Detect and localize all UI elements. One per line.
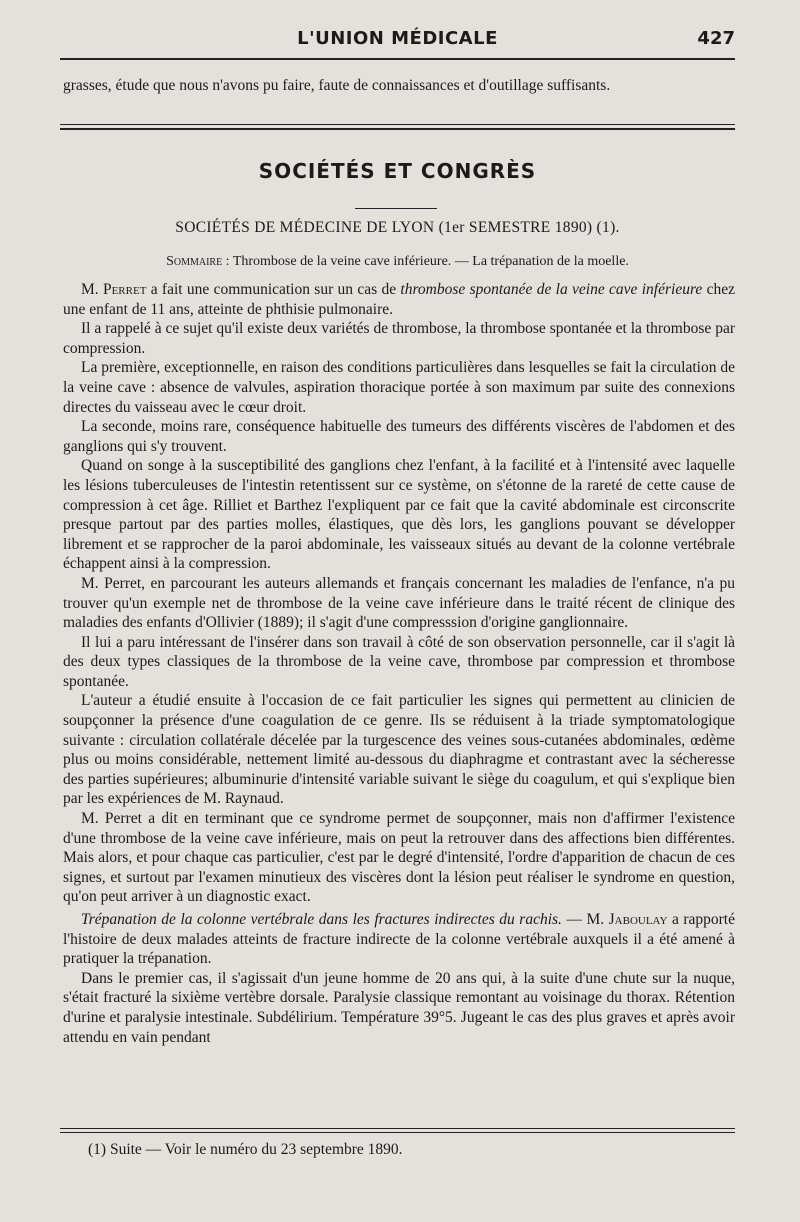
article-body [63,280,735,1047]
paragraph-text: a fait une communication sur un cas de [146,281,401,298]
paragraph-italic: thrombose spontanée de la veine cave inférieure [400,281,703,298]
running-title: L'UNION MÉDICALE [297,28,498,49]
subsection-title: SOCIÉTÉS DE MÉDECINE DE LYON (1er SEMESTRE 1890) (1). [175,219,620,236]
footnote: (1) Suite — Voir le numéro du 23 septembre 1890. [88,1141,403,1158]
paragraph [63,280,735,319]
paragraph: Quand on songe à la susceptibilité des ganglions chez l'enfant, à la facilité et à l'intensité avec laquelle les lésions tuberculeuses de l'intestin retentissent sur ce système, on s'étonne de la rareté de cette cause de compression à cet âge. Rilliet et Barthez l'expliquent par ce fait que la cavité abdominale est circonscrite presque partout par des parties molles, élastiques, que dès lors, les ganglions pouvant se développer librement et se rapprocher de la paroi abdominale, les vaisseaux situés au devant de la colonne vertébrale échappent ainsi à la compression. [63,457,735,573]
section-rule-bottom [60,128,735,130]
paragraph [63,910,735,969]
paragraph-italic: Trépanation de la colonne vertébrale dans les fractures indirectes du rachis. [81,911,562,928]
header-rule [60,58,735,60]
paragraph: M. Perret, en parcourant les auteurs allemands et français concernant les maladies de l'enfance, n'a pu trouver qu'un exemple net de thrombose de la veine cave inférieure dans le traité récent de clinique des maladies des enfants d'Ollivier (1889); il s'agit d'une compresssion d'origine ganglionnaire. [63,574,735,632]
section-rule-top [60,124,735,125]
summary-line [60,254,735,270]
paragraph: Il lui a paru intéressant de l'insérer dans son travail à côté de son observation personnelle, car il s'agit là des deux types classiques de la thrombose de la veine cave, thrombose par compression et thrombose spontanée. [63,633,735,690]
paragraph-text: chez une enfant de 11 ans, atteinte de phthisie pulmonaire. [63,281,735,318]
footnote-rule-bottom [60,1132,735,1133]
paragraph: La seconde, moins rare, conséquence habituelle des tumeurs des différents viscères de l'abdomen et des ganglions qui s'y trouvent. [63,418,735,455]
paragraph: Il a rappelé à ce sujet qu'il existe deux variétés de thrombose, la thrombose spontanée et la thrombose par compression. [63,320,735,357]
section-short-rule [355,208,437,209]
summary-text: Thrombose de la veine cave inférieure. — La trépanation de la moelle. [232,254,629,269]
paragraph-text: a rapporté l'histoire de deux malades atteints de fracture indirecte de la colonne vertébrale auxquels il a été amené à pratiquer la trépanation. [63,911,735,968]
paragraph: La première, exceptionnelle, en raison des conditions particulières dans lesquelles se fait la circulation de la veine cave : absence de valvules, aspiration thoracique portée à son maximum par suite des connexions directes du vaisseau avec le cœur droit. [63,359,735,416]
paragraph-text: — [561,911,587,928]
paragraph: L'auteur a étudié ensuite à l'occasion de ce fait particulier les signes qui permettent au clinicien de soupçonner la présence d'une coagulation de ce genre. Ils se réduisent à la triade symptomatologique suivante : circulation collatérale décelée par la turgescence des veines sous-cutanées abdominales, œdème plus ou moins considérable, nettement limité au-dessous du diaphragme et contrastant avec la sécheresse des parties supérieures; albuminurie d'intensité variable suivant le siège du coagulum, et qui s'explique bien par les expériences de M. Raynaud. [63,692,735,808]
intro-paragraph [63,76,735,96]
paragraph: Dans le premier cas, il s'agissait d'un jeune homme de 20 ans qui, à la suite d'une chute sur la nuque, s'était fracturé la sixième vertèbre dorsale. Paralysie classique remontant au voisinage du thorax. Rétention d'urine et paralysie intestinale. Subdélirium. Température 39°5. Jugeant le cas des plus graves et après avoir attendu en vain pendant [63,969,735,1046]
section-title: SOCIÉTÉS ET CONGRÈS [258,159,537,183]
page-number: 427 [697,28,735,49]
page-header [60,28,735,58]
summary-label: Sommaire : [166,254,230,269]
paragraph: M. Perret a dit en terminant que ce syndrome permet de soupçonner, mais non d'affirmer l'existence d'une thrombose de la veine cave inférieure, mais on peut la retrouver dans des affections bien différentes. Mais alors, et pour chaque cas particulier, c'est par le degré d'intensité, l'ordre d'apparition de chacun de ces signes, et surtout par l'examen minutieux des viscères dont la lésion peut réaliser le syndrome en question, qu'on peut arriver à un diagnostic exact. [63,810,735,906]
intro-text: grasses, étude que nous n'avons pu faire, faute de connaissances et d'outillage suffisants. [63,77,611,94]
footnote-rule-top [60,1128,735,1129]
speaker-name: M. Jaboulay [586,911,668,928]
speaker-name: M. Perret [81,281,147,298]
